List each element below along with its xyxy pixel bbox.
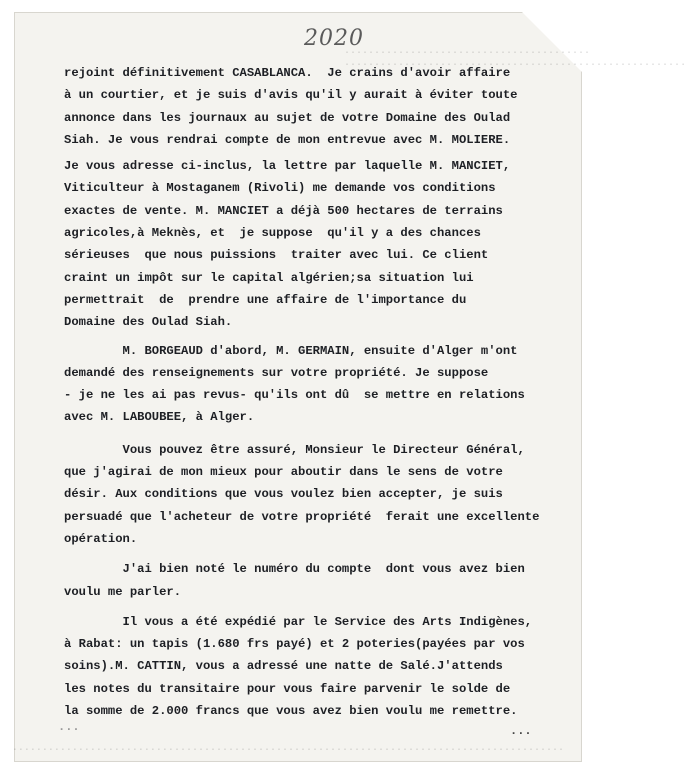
paragraph-4 bbox=[64, 439, 574, 550]
text-line: Il vous a été expédié par le Service des Arts Indigènes, bbox=[64, 614, 533, 629]
text-line: exactes de vente. M. MANCIET a déjà 500 hectares de terrains bbox=[64, 203, 503, 218]
text-line: voulu me parler. bbox=[64, 584, 182, 599]
text-line: J'ai bien noté le numéro du compte dont vous avez bien bbox=[64, 562, 525, 577]
text-line: soins).M. CATTIN, vous a adressé une natte de Salé.J'attends bbox=[64, 659, 503, 674]
paragraph-3 bbox=[64, 340, 574, 429]
text-line: Je vous adresse ci-inclus, la lettre par laquelle M. MANCIET, bbox=[64, 159, 511, 174]
text-line: à Rabat: un tapis (1.680 frs payé) et 2 poteries(payées par vos bbox=[64, 637, 525, 652]
text-line: M. BORGEAUD d'abord, M. GERMAIN, ensuite d'Alger m'ont bbox=[64, 343, 518, 358]
paragraph-6 bbox=[64, 611, 574, 722]
text-line: les notes du transitaire pour vous faire parvenir le solde de bbox=[64, 681, 511, 696]
text-line: permettrait de prendre une affaire de l'importance du bbox=[64, 292, 467, 307]
text-line: persuadé que l'acheteur de votre propriété ferait une excellente bbox=[64, 509, 540, 524]
text-line: craint un impôt sur le capital algérien;sa situation lui bbox=[64, 270, 474, 285]
show-through-text: ···························································································· bbox=[11, 745, 564, 756]
text-line: sérieuses que nous puissions traiter avec lui. Ce client bbox=[64, 248, 489, 263]
paragraph-gap bbox=[64, 603, 574, 611]
letter-body bbox=[64, 62, 574, 722]
text-line: la somme de 2.000 francs que vous avez bien voulu me remettre. bbox=[64, 704, 518, 719]
text-line: Vous pouvez être assuré, Monsieur le Directeur Général, bbox=[64, 442, 525, 457]
paragraph-5 bbox=[64, 558, 574, 603]
text-line: demandé des renseignements sur votre propriété. Je suppose bbox=[64, 365, 489, 380]
continuation-mark: ... bbox=[510, 724, 532, 738]
text-line: Siah. Je vous rendrai compte de mon entrevue avec M. MOLIERE. bbox=[64, 132, 511, 147]
paragraph-gap bbox=[64, 550, 574, 558]
text-line: à un courtier, et je suis d'avis qu'il y aurait à éviter toute bbox=[64, 88, 518, 103]
show-through-text: ························································· bbox=[344, 60, 686, 71]
text-line: annonce dans les journaux au sujet de votre Domaine des Oulad bbox=[64, 110, 511, 125]
text-line: opération. bbox=[64, 531, 138, 546]
bottom-left-mark: ... bbox=[58, 720, 80, 734]
text-line: que j'agirai de mon mieux pour aboutir dans le sens de votre bbox=[64, 465, 503, 480]
text-line: avec M. LABOUBEE, à Alger. bbox=[64, 410, 255, 425]
paragraph-gap bbox=[64, 429, 574, 439]
text-line: rejoint définitivement CASABLANCA. Je crains d'avoir affaire bbox=[64, 66, 511, 80]
page-number-handwritten: 2020 bbox=[304, 26, 364, 51]
text-line: désir. Aux conditions que vous voulez bien accepter, je suis bbox=[64, 487, 503, 502]
text-line: agricoles,à Meknès, et je suppose qu'il y a des chances bbox=[64, 226, 481, 241]
paragraph-1 bbox=[64, 62, 574, 151]
text-line: Domaine des Oulad Siah. bbox=[64, 315, 233, 330]
paragraph-2 bbox=[64, 155, 574, 333]
letter-page bbox=[11, 12, 686, 762]
text-line: Viticulteur à Mostaganem (Rivoli) me demande vos conditions bbox=[64, 181, 496, 196]
text-line: - je ne les ai pas revus- qu'ils ont dû se mettre en relations bbox=[64, 388, 525, 403]
show-through-text: ········································· bbox=[344, 48, 591, 59]
